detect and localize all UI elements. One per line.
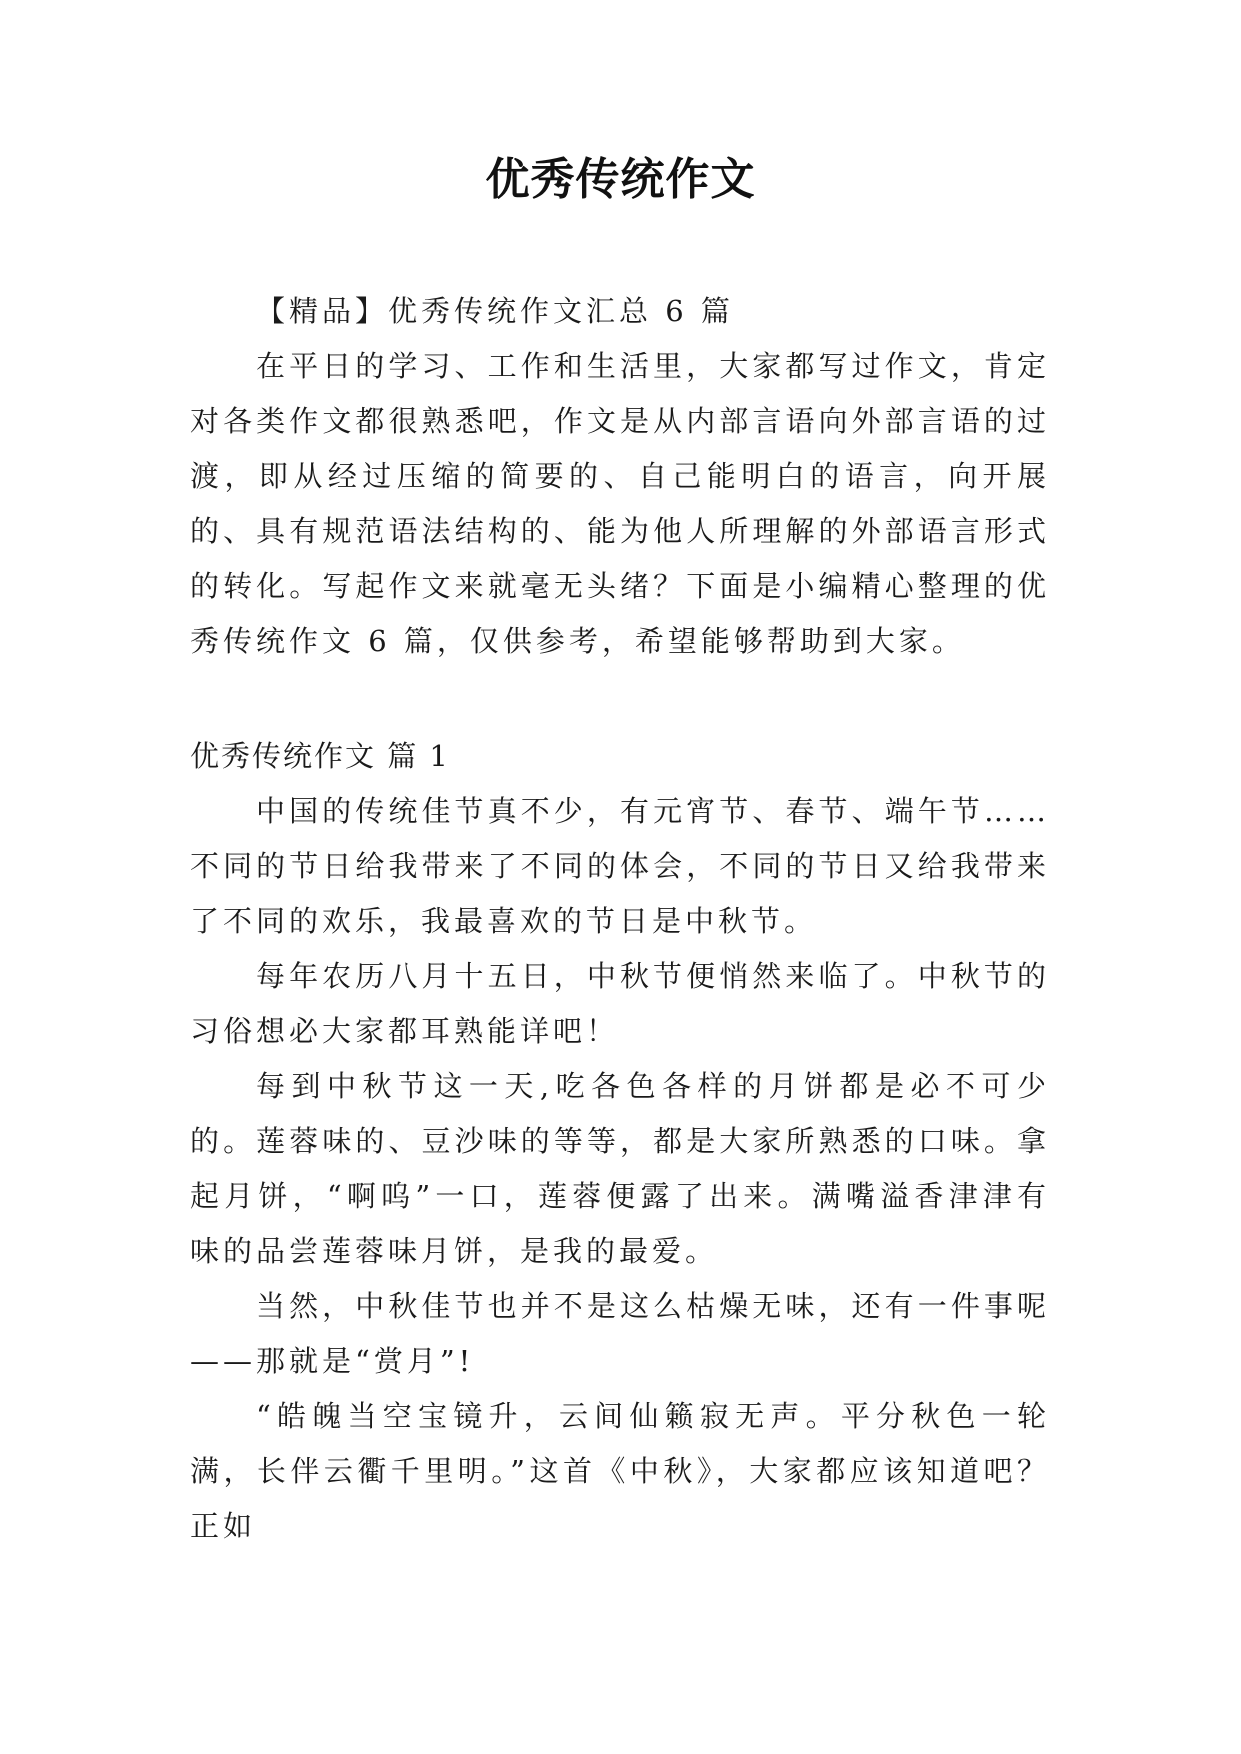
section-gap [190, 669, 1050, 729]
section-paragraph: 每到中秋节这一天,吃各色各样的月饼都是必不可少的。莲蓉味的、豆沙味的等等，都是大家所熟悉的口味。拿起月饼，“啊呜”一口，莲蓉便露了出来。满嘴溢香津津有味的品尝莲蓉味月饼，是我的最爱。 [190, 1069, 1050, 1268]
document-title: 优秀传统作文 [485, 154, 756, 205]
intro-paragraph: 在平日的学习、工作和生活里，大家都写过作文，肯定对各类作文都很熟悉吧，作文是从内部言语向外部言语的过渡，即从经过压缩的简要的、自己能明白的语言，向开展的、具有规范语法结构的、能为他人所理解的外部语言形式的转化。写起作文来就毫无头绪？下面是小编精心整理的优秀传统作文 6 篇，仅供参考，希望能够帮助到大家。 [190, 349, 1050, 658]
section-heading: 优秀传统作文 篇 1 [190, 739, 450, 773]
section-paragraph: 中国的传统佳节真不少，有元宵节、春节、端午节……不同的节日给我带来了不同的体会，不同的节日又给我带来了不同的欢乐，我最喜欢的节日是中秋节。 [190, 794, 1050, 938]
section-paragraph: 每年农历八月十五日，中秋节便悄然来临了。中秋节的习俗想必大家都耳熟能详吧！ [190, 959, 1050, 1048]
document-body [190, 284, 1050, 1554]
section-paragraph: 当然，中秋佳节也并不是这么枯燥无味，还有一件事呢——那就是“赏月”! [190, 1289, 1050, 1378]
intro-heading: 【精品】优秀传统作文汇总 6 篇 [256, 294, 734, 328]
section-paragraph: “皓魄当空宝镜升，云间仙籁寂无声。平分秋色一轮满，长伴云衢千里明。”这首《中秋》，大家都应该知道吧？正如 [190, 1399, 1050, 1543]
